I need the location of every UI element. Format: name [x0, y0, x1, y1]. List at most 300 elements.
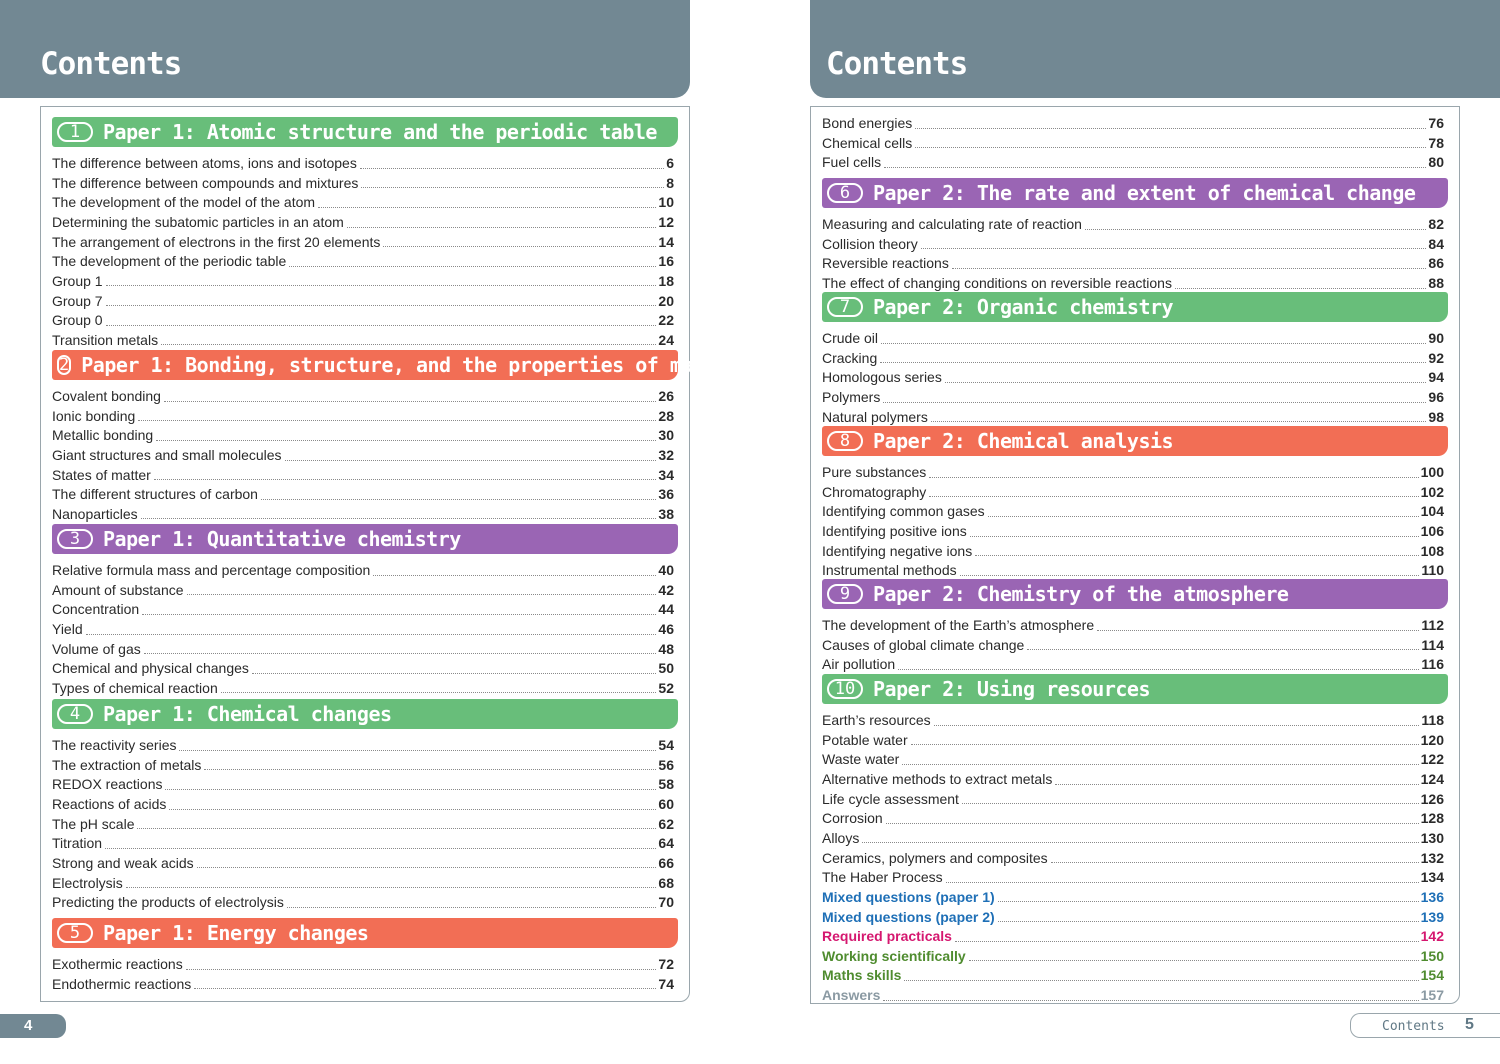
toc-entry[interactable]: [52, 407, 674, 427]
toc-entry-page: 84: [1428, 235, 1444, 252]
toc-entry-title: Chromatography: [822, 483, 927, 500]
section-header[interactable]: [822, 178, 1448, 208]
toc-entry[interactable]: [52, 795, 674, 815]
section-number-badge: 9: [827, 584, 863, 604]
toc-entry[interactable]: [52, 659, 674, 679]
toc-entry-title: Identifying negative ions: [822, 542, 973, 559]
toc-entry[interactable]: [52, 815, 674, 835]
toc-entry[interactable]: [822, 114, 1444, 134]
toc-entry[interactable]: [822, 561, 1444, 581]
toc-entry-page: 124: [1420, 770, 1444, 787]
toc-entry[interactable]: [822, 235, 1444, 255]
dot-leader: [138, 420, 656, 421]
toc-entry[interactable]: [822, 829, 1444, 849]
toc-entry-title: Cracking: [822, 349, 878, 366]
toc-entry[interactable]: [52, 446, 674, 466]
toc-entry-page: 8: [666, 174, 674, 191]
toc-entry[interactable]: [52, 311, 674, 331]
toc-entry-page: 106: [1420, 522, 1444, 539]
toc-entry-title: Ceramics, polymers and composites: [822, 849, 1048, 866]
right-page-number: 5: [1465, 1016, 1474, 1033]
toc-entry-title: Measuring and calculating rate of reaction: [822, 216, 1082, 232]
toc-entry-page: 80: [1428, 154, 1444, 171]
toc-entry-page: 18: [658, 272, 674, 289]
dot-leader: [929, 477, 1418, 478]
toc-entry-title: Required practicals: [822, 928, 952, 945]
dot-leader: [998, 901, 1419, 902]
toc-entry[interactable]: [822, 483, 1444, 503]
toc-entry-page: 30: [658, 427, 674, 444]
toc-entry-page: 12: [658, 213, 674, 230]
toc-entry-title: Endothermic reactions: [52, 975, 192, 992]
toc-entry-page: 20: [658, 292, 674, 309]
toc-entry-page: 60: [658, 795, 674, 812]
right-header: [810, 0, 1500, 98]
toc-entry-page: 134: [1420, 869, 1444, 886]
toc-entry[interactable]: [822, 368, 1444, 388]
dot-leader: [361, 187, 664, 188]
dot-leader: [347, 227, 657, 228]
toc-entry-page: 14: [658, 233, 674, 250]
dot-leader: [883, 1000, 1418, 1001]
toc-entry-page: 110: [1421, 562, 1444, 579]
dot-leader: [86, 634, 657, 635]
section-title: Paper 1: Bonding, structure, and the properties of matter: [81, 353, 740, 377]
toc-entry[interactable]: [52, 154, 674, 174]
toc-entry-page: 68: [658, 874, 674, 891]
toc-entry-page: 90: [1428, 330, 1444, 346]
toc-entry[interactable]: [52, 233, 674, 253]
dot-leader: [898, 669, 1419, 670]
toc-entry-title: Amount of substance: [52, 581, 184, 598]
dot-leader: [287, 907, 657, 908]
dot-leader: [204, 769, 656, 770]
section-number-badge: 4: [57, 704, 93, 724]
section-title: Paper 2: The rate and extent of chemical change: [873, 181, 1416, 205]
dot-leader: [318, 207, 656, 208]
dot-leader: [952, 268, 1427, 269]
dot-leader: [194, 988, 656, 989]
section-title: Paper 2: Chemistry of the atmosphere: [873, 582, 1289, 606]
toc-entry-page: 139: [1420, 908, 1444, 925]
dot-leader: [962, 803, 1419, 804]
dot-leader: [373, 575, 656, 576]
toc-entry-title: Natural polymers: [822, 408, 928, 425]
toc-entry[interactable]: [822, 153, 1444, 173]
toc-entry-page: 122: [1420, 751, 1444, 768]
toc-entry-page: 74: [658, 975, 674, 992]
dot-leader: [988, 516, 1419, 517]
toc-entry-page: 32: [658, 446, 674, 463]
toc-entry-page: 126: [1420, 790, 1444, 807]
footer-contents-label: Contents: [1382, 1019, 1445, 1034]
section-title: Paper 1: Atomic structure and the periodic table: [103, 120, 657, 144]
dot-leader: [261, 499, 656, 500]
dot-leader: [904, 980, 1418, 981]
dot-leader: [197, 867, 657, 868]
toc-entry[interactable]: [822, 947, 1444, 967]
toc-entry[interactable]: [52, 272, 674, 292]
toc-entry-page: 50: [658, 660, 674, 677]
dot-leader: [1097, 630, 1419, 631]
toc-entry[interactable]: [52, 893, 674, 913]
toc-entry-title: Group 7: [52, 292, 103, 309]
toc-entry[interactable]: [822, 502, 1444, 522]
toc-entry-title: Causes of global climate change: [822, 636, 1025, 653]
right-contents-panel: [810, 106, 1460, 1004]
dot-leader: [934, 725, 1420, 726]
section-title: Paper 1: Quantitative chemistry: [103, 527, 461, 551]
toc-entry[interactable]: [52, 505, 674, 525]
dot-leader: [1051, 862, 1419, 863]
toc-entry-page: 48: [658, 640, 674, 657]
section-number-badge: 5: [57, 923, 93, 943]
toc-entry[interactable]: [822, 388, 1444, 408]
toc-entry-title: Alloys: [822, 829, 860, 846]
toc-entry-page: 136: [1420, 888, 1444, 905]
toc-entry[interactable]: [822, 542, 1444, 562]
section-header[interactable]: [52, 918, 678, 948]
dot-leader: [883, 402, 1426, 403]
toc-entry-page: 52: [658, 679, 674, 696]
toc-entry-page: 66: [658, 854, 674, 871]
toc-entry[interactable]: [52, 561, 674, 581]
dot-leader: [154, 479, 657, 480]
toc-entry-title: Instrumental methods: [822, 562, 957, 579]
toc-entry-page: 58: [658, 776, 674, 793]
toc-entry[interactable]: [822, 790, 1444, 810]
left-contents-panel: [40, 106, 740, 1002]
toc-entry[interactable]: [52, 756, 674, 776]
left-page-title: Contents: [40, 46, 182, 82]
toc-entry[interactable]: [822, 349, 1444, 369]
toc-entry-title: Group 1: [52, 272, 103, 289]
toc-entry-title: The difference between atoms, ions and isotopes: [52, 155, 357, 171]
toc-entry-title: Fuel cells: [822, 154, 882, 171]
toc-entry[interactable]: [52, 975, 674, 995]
section-number-badge: 7: [827, 297, 863, 317]
toc-entry-title: The effect of changing conditions on reversible reactions: [822, 274, 1172, 291]
toc-entry[interactable]: [52, 775, 674, 795]
toc-entry[interactable]: [52, 193, 674, 213]
dot-leader: [106, 305, 657, 306]
toc-entry-title: Yield: [52, 620, 83, 637]
toc-entry-title: The Haber Process: [822, 869, 943, 886]
left-page-number: 4: [24, 1017, 33, 1034]
section-title: Paper 2: Chemical analysis: [873, 429, 1174, 453]
toc-entry-page: 94: [1428, 369, 1444, 386]
toc-entry-title: Earth’s resources: [822, 712, 931, 728]
toc-entry[interactable]: [52, 834, 674, 854]
toc-entry[interactable]: [52, 252, 674, 272]
section-header[interactable]: [52, 350, 740, 380]
toc-entry[interactable]: [52, 387, 674, 407]
dot-leader: [975, 555, 1418, 556]
toc-entry-page: 82: [1428, 216, 1444, 232]
toc-entry-title: Life cycle assessment: [822, 790, 959, 807]
toc-entry-title: Volume of gas: [52, 640, 141, 657]
toc-entry-title: Giant structures and small molecules: [52, 446, 282, 463]
section-number-badge: 6: [827, 183, 863, 203]
dot-leader: [187, 594, 657, 595]
dot-leader: [289, 266, 656, 267]
toc-entry-title: Predicting the products of electrolysis: [52, 894, 284, 911]
toc-entry-page: 42: [658, 581, 674, 598]
dot-leader: [862, 842, 1418, 843]
toc-entry-title: Pure substances: [822, 464, 927, 480]
dot-leader: [221, 692, 657, 693]
dot-leader: [946, 882, 1419, 883]
section-title: Paper 1: Chemical changes: [103, 702, 392, 726]
toc-entry[interactable]: [52, 854, 674, 874]
toc-entry-page: 116: [1421, 656, 1444, 673]
toc-entry-title: Relative formula mass and percentage composition: [52, 562, 371, 578]
dot-leader: [1055, 784, 1418, 785]
section-header[interactable]: [822, 426, 1448, 456]
section-header[interactable]: [52, 524, 678, 554]
toc-entry-title: Working scientifically: [822, 947, 966, 964]
toc-entry-page: 76: [1428, 115, 1444, 131]
toc-entry[interactable]: [52, 466, 674, 486]
dot-leader: [886, 823, 1419, 824]
toc-entry[interactable]: [52, 874, 674, 894]
toc-entry-title: The arrangement of electrons in the first 20 elements: [52, 233, 381, 250]
toc-entry-page: 112: [1421, 617, 1444, 633]
dot-leader: [945, 382, 1427, 383]
toc-entry-page: 154: [1420, 967, 1444, 984]
left-page: [0, 0, 740, 1064]
toc-entry-title: The pH scale: [52, 815, 135, 832]
dot-leader: [1175, 288, 1426, 289]
toc-entry-title: The reactivity series: [52, 737, 177, 753]
section-number-badge: 1: [57, 122, 93, 142]
toc-entry-page: 28: [658, 407, 674, 424]
toc-entry[interactable]: [822, 809, 1444, 829]
dot-leader: [106, 285, 657, 286]
toc-entry-title: Concentration: [52, 601, 140, 618]
toc-entry-title: The different structures of carbon: [52, 486, 258, 503]
toc-entry-page: 100: [1420, 464, 1444, 480]
section-title: Paper 1: Energy changes: [103, 921, 369, 945]
section-number-badge: 3: [57, 529, 93, 549]
toc-entry[interactable]: [52, 640, 674, 660]
toc-entry-page: 150: [1420, 947, 1444, 964]
toc-entry[interactable]: [52, 955, 674, 975]
section-header[interactable]: [822, 292, 1448, 322]
section-header[interactable]: [822, 579, 1448, 609]
dot-leader: [960, 575, 1420, 576]
toc-entry-page: 157: [1420, 987, 1444, 1004]
dot-leader: [881, 343, 1426, 344]
toc-entry[interactable]: [822, 463, 1444, 483]
toc-entry[interactable]: [822, 750, 1444, 770]
dot-leader: [144, 653, 657, 654]
toc-entry-title: The difference between compounds and mixtures: [52, 174, 359, 191]
toc-entry[interactable]: [52, 736, 674, 756]
toc-entry-page: 10: [658, 194, 674, 211]
toc-entry-title: Bond energies: [822, 115, 913, 131]
toc-entry-title: Metallic bonding: [52, 427, 154, 444]
toc-entry-title: Nanoparticles: [52, 505, 138, 522]
toc-entry-page: 96: [1428, 388, 1444, 405]
toc-entry[interactable]: [822, 927, 1444, 947]
dot-leader: [998, 921, 1419, 922]
toc-entry[interactable]: [822, 329, 1444, 349]
toc-entry-page: 98: [1428, 408, 1444, 425]
dot-leader: [252, 673, 657, 674]
dot-leader: [179, 750, 656, 751]
dot-leader: [141, 518, 657, 519]
left-page-number-tab: [0, 1014, 66, 1038]
toc-entry-title: Chemical and physical changes: [52, 660, 249, 677]
toc-entry[interactable]: [52, 213, 674, 233]
toc-entry-page: 104: [1420, 503, 1444, 520]
section-number-badge: 2: [59, 354, 70, 375]
dot-leader: [106, 325, 657, 326]
toc-entry-page: 128: [1420, 810, 1444, 827]
dot-leader: [360, 168, 664, 169]
toc-entry-title: Covalent bonding: [52, 388, 161, 404]
toc-entry[interactable]: [52, 331, 674, 351]
toc-entry[interactable]: [822, 522, 1444, 542]
toc-entry-title: Identifying positive ions: [822, 522, 967, 539]
toc-entry-page: 54: [658, 737, 674, 753]
section-header[interactable]: [52, 699, 678, 729]
toc-entry-title: States of matter: [52, 466, 151, 483]
toc-entry-title: Collision theory: [822, 235, 918, 252]
toc-entry[interactable]: [822, 655, 1444, 675]
toc-entry-page: 120: [1420, 731, 1444, 748]
toc-entry-title: Alternative methods to extract metals: [822, 770, 1053, 787]
toc-entry-title: Strong and weak acids: [52, 854, 194, 871]
toc-entry-title: Potable water: [822, 731, 908, 748]
dot-leader: [161, 344, 656, 345]
toc-entry-page: 40: [658, 562, 674, 578]
toc-entry-title: Reversible reactions: [822, 255, 949, 272]
toc-entry[interactable]: [822, 254, 1444, 274]
toc-entry-title: Polymers: [822, 388, 881, 405]
dot-leader: [1085, 229, 1426, 230]
right-page-title: Contents: [826, 46, 968, 82]
toc-entry[interactable]: [822, 986, 1444, 1006]
section-header[interactable]: [822, 674, 1448, 704]
toc-entry-page: 78: [1428, 134, 1444, 151]
toc-entry-page: 44: [658, 601, 674, 618]
toc-entry-title: Answers: [822, 987, 881, 1004]
toc-entry-title: Reactions of acids: [52, 795, 167, 812]
section-number-badge: 10: [827, 679, 863, 699]
dot-leader: [1027, 649, 1419, 650]
toc-entry-page: 46: [658, 620, 674, 637]
dot-leader: [880, 362, 1426, 363]
toc-entry[interactable]: [822, 616, 1444, 636]
toc-entry-page: 132: [1420, 849, 1444, 866]
dot-leader: [165, 789, 656, 790]
toc-entry-title: The extraction of metals: [52, 756, 202, 773]
toc-entry[interactable]: [52, 485, 674, 505]
toc-entry-title: Chemical cells: [822, 134, 913, 151]
toc-entry[interactable]: [822, 770, 1444, 790]
toc-entry-title: Exothermic reactions: [52, 956, 183, 972]
left-header: [0, 0, 690, 98]
toc-entry[interactable]: [822, 966, 1444, 986]
toc-entry-title: The development of the periodic table: [52, 253, 287, 270]
dot-leader: [969, 960, 1419, 961]
toc-entry[interactable]: [822, 274, 1444, 294]
section-header[interactable]: [52, 117, 678, 147]
toc-entry-title: The development of the model of the atom: [52, 194, 316, 211]
toc-entry[interactable]: [52, 174, 674, 194]
toc-entry-page: 34: [658, 466, 674, 483]
dot-leader: [169, 809, 656, 810]
toc-entry[interactable]: [822, 134, 1444, 154]
toc-entry[interactable]: [822, 731, 1444, 751]
toc-entry-title: Waste water: [822, 751, 900, 768]
dot-leader: [915, 147, 1426, 148]
toc-entry-page: 86: [1428, 255, 1444, 272]
dot-leader: [929, 496, 1418, 497]
dot-leader: [383, 246, 656, 247]
toc-entry[interactable]: [52, 292, 674, 312]
toc-entry-page: 36: [658, 486, 674, 503]
toc-entry-title: Corrosion: [822, 810, 883, 827]
toc-entry[interactable]: [822, 636, 1444, 656]
toc-entry-page: 6: [666, 155, 674, 171]
dot-leader: [142, 614, 656, 615]
toc-entry[interactable]: [822, 408, 1444, 428]
dot-leader: [285, 460, 657, 461]
toc-entry[interactable]: [52, 679, 674, 699]
dot-leader: [164, 401, 656, 402]
section-number-badge: 8: [827, 431, 863, 451]
toc-entry-page: 64: [658, 835, 674, 852]
toc-entry-title: The development of the Earth’s atmosphere: [822, 617, 1095, 633]
toc-entry[interactable]: [52, 581, 674, 601]
toc-entry-page: 88: [1428, 274, 1444, 291]
toc-entry-page: 102: [1420, 483, 1444, 500]
toc-entry[interactable]: [52, 620, 674, 640]
dot-leader: [126, 887, 657, 888]
toc-entry-page: 26: [658, 388, 674, 404]
dot-leader: [921, 248, 1427, 249]
section-title: Paper 2: Using resources: [873, 677, 1150, 701]
dot-leader: [915, 128, 1426, 129]
toc-entry[interactable]: [822, 215, 1444, 235]
toc-entry[interactable]: [52, 426, 674, 446]
toc-entry[interactable]: [822, 711, 1444, 731]
toc-entry[interactable]: [822, 908, 1444, 928]
toc-entry[interactable]: [822, 888, 1444, 908]
toc-entry[interactable]: [52, 600, 674, 620]
dot-leader: [137, 828, 656, 829]
right-page: [810, 0, 1500, 1064]
toc-entry-page: 62: [658, 815, 674, 832]
toc-entry-title: Electrolysis: [52, 874, 123, 891]
toc-entry-page: 38: [658, 505, 674, 522]
toc-entry-title: Homologous series: [822, 369, 942, 386]
toc-entry[interactable]: [822, 849, 1444, 869]
toc-entry-title: Mixed questions (paper 2): [822, 908, 995, 925]
toc-entry-title: Air pollution: [822, 656, 896, 673]
toc-entry-page: 24: [658, 331, 674, 348]
toc-entry-page: 22: [658, 312, 674, 329]
toc-entry-page: 130: [1420, 829, 1444, 846]
toc-entry[interactable]: [822, 868, 1444, 888]
toc-entry-page: 108: [1420, 542, 1444, 559]
dot-leader: [970, 536, 1419, 537]
section-title: Paper 2: Organic chemistry: [873, 295, 1174, 319]
toc-entry-page: 118: [1421, 712, 1444, 728]
